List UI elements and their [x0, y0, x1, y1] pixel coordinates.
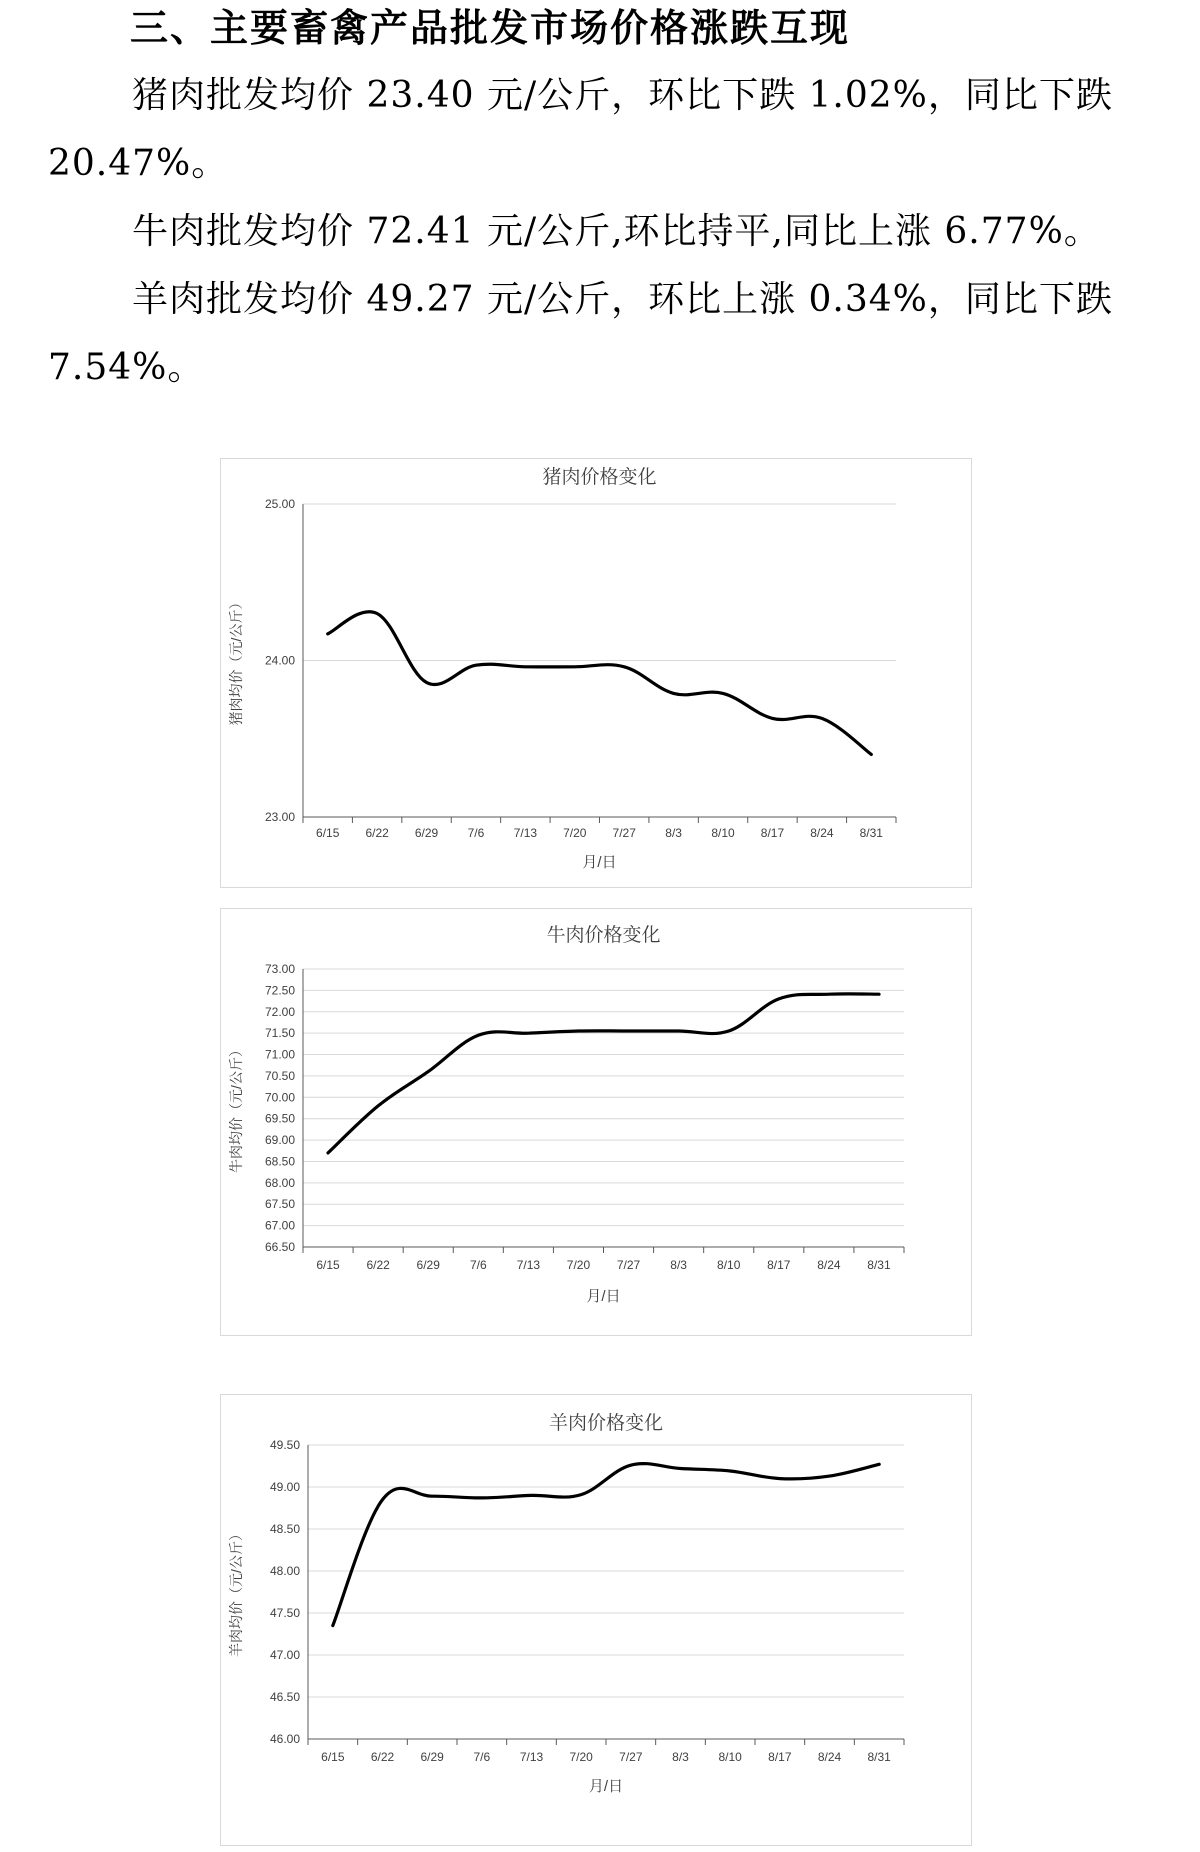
section-title: 三、主要畜禽产品批发市场价格涨跌互现 [130, 6, 851, 50]
y-tick-label: 69.00 [264, 1133, 295, 1148]
x-tick-label: 6/22 [370, 1750, 395, 1764]
x-tick-label: 8/31 [867, 1750, 891, 1764]
y-tick-label: 67.00 [264, 1218, 295, 1233]
y-tick-label: 66.50 [264, 1240, 295, 1254]
y-tick-label: 47.00 [269, 1648, 300, 1662]
x-tick-label: 7/27 [616, 1258, 641, 1272]
x-tick-label: 8/10 [711, 826, 735, 840]
x-tick-label: 7/27 [619, 1750, 643, 1764]
y-tick-label: 48.50 [269, 1522, 300, 1536]
mutton-price-paragraph: 羊肉批发均价 49.27 元/公斤，环比上涨 0.34%，同比下跌 7.54%。 [48, 279, 1113, 388]
y-axis-label: 猪肉均价（元/公斤） [228, 595, 244, 726]
x-tick-label: 7/13 [513, 826, 538, 840]
data-point [869, 752, 873, 756]
x-tick-label: 8/3 [670, 1258, 687, 1272]
y-tick-label: 25.00 [264, 497, 295, 511]
data-point [426, 1070, 430, 1074]
x-tick-label: 8/17 [768, 1750, 792, 1764]
x-axis-label: 月/日 [588, 1778, 624, 1795]
data-point [331, 1624, 335, 1628]
x-tick-label: 8/3 [672, 1750, 689, 1764]
pork-chart-svg [221, 459, 971, 887]
data-point [474, 663, 478, 667]
data-point [579, 1493, 583, 1497]
y-tick-label: 70.50 [264, 1068, 295, 1083]
data-point [877, 1462, 881, 1466]
chart-title: 牛肉价格变化 [546, 925, 661, 946]
x-tick-label: 7/13 [516, 1258, 541, 1272]
y-tick-label: 46.50 [269, 1690, 300, 1704]
data-point [679, 1467, 683, 1471]
x-axis-label: 月/日 [582, 854, 617, 871]
y-tick-label: 72.50 [264, 983, 295, 998]
data-point [476, 1033, 480, 1037]
x-tick-label: 7/13 [519, 1750, 544, 1764]
y-tick-label: 49.00 [269, 1480, 300, 1494]
x-tick-label: 8/17 [767, 1258, 791, 1272]
data-point [430, 1494, 434, 1498]
x-tick-label: 8/31 [867, 1258, 891, 1272]
y-tick-label: 48.00 [269, 1564, 300, 1578]
x-tick-label: 7/6 [467, 826, 485, 840]
x-tick-label: 7/27 [612, 826, 636, 840]
y-tick-label: 49.50 [269, 1438, 300, 1452]
data-point [770, 716, 774, 720]
x-tick-label: 8/3 [665, 826, 682, 840]
x-tick-label: 8/10 [718, 1750, 742, 1764]
data-point [375, 612, 379, 616]
x-tick-label: 6/22 [366, 1258, 390, 1272]
data-point [530, 1493, 534, 1497]
y-tick-label: 46.00 [269, 1732, 300, 1746]
y-tick-label: 67.50 [264, 1197, 295, 1212]
x-tick-label: 8/31 [859, 826, 883, 840]
x-tick-label: 7/6 [469, 1258, 487, 1272]
data-point [820, 716, 824, 720]
data-point [622, 665, 626, 669]
x-tick-label: 7/20 [566, 1258, 591, 1272]
price-series-line [328, 994, 879, 1153]
data-point [376, 1104, 380, 1108]
beef-price-chart [220, 908, 972, 1336]
data-point [425, 680, 429, 684]
x-tick-label: 7/20 [563, 826, 587, 840]
x-tick-label: 7/20 [569, 1750, 593, 1764]
data-point [326, 632, 330, 636]
x-axis-label: 月/日 [586, 1288, 621, 1305]
x-tick-label: 8/24 [817, 1750, 842, 1764]
data-point [828, 1474, 832, 1478]
beef-price-paragraph: 牛肉批发均价 72.41 元/公斤,环比持平,同比上涨 6.77%。 [132, 211, 1101, 252]
data-point [526, 1031, 530, 1035]
data-point [576, 1029, 580, 1033]
price-series-line [333, 1464, 879, 1626]
x-tick-label: 6/15 [316, 826, 340, 840]
data-point [326, 1151, 330, 1155]
data-point [480, 1496, 484, 1500]
pork-price-chart [220, 458, 972, 888]
x-tick-label: 8/17 [760, 826, 785, 840]
data-point [827, 992, 831, 996]
x-tick-label: 6/15 [321, 1750, 345, 1764]
pork-price-paragraph: 猪肉批发均价 23.40 元/公斤，环比下跌 1.02%，同比下跌 20.47%。 [48, 75, 1113, 184]
y-tick-label: 71.50 [264, 1026, 295, 1041]
x-tick-label: 6/15 [316, 1258, 340, 1272]
data-point [721, 691, 725, 695]
y-tick-label: 23.00 [264, 810, 295, 824]
data-point [523, 665, 527, 669]
chart-title: 羊肉价格变化 [548, 1413, 664, 1434]
y-axis-label: 牛肉均价（元/公斤） [228, 1043, 244, 1173]
data-point [877, 992, 881, 996]
data-point [728, 1469, 732, 1473]
y-tick-label: 71.00 [264, 1047, 295, 1062]
data-point [629, 1463, 633, 1467]
data-point [727, 1029, 731, 1033]
x-tick-label: 6/22 [365, 826, 389, 840]
mutton-price-chart [220, 1394, 972, 1846]
y-tick-label: 69.50 [264, 1111, 295, 1126]
data-point [677, 1029, 681, 1033]
y-axis-label: 羊肉均价（元/公斤） [228, 1527, 244, 1657]
x-tick-label: 8/24 [810, 826, 834, 840]
x-tick-label: 6/29 [416, 1258, 440, 1272]
mutton-chart-svg [221, 1395, 971, 1845]
data-point [672, 691, 676, 695]
y-tick-label: 68.00 [264, 1175, 295, 1190]
y-tick-label: 72.00 [264, 1004, 295, 1019]
y-tick-label: 73.00 [264, 962, 295, 976]
x-tick-label: 6/29 [414, 826, 439, 840]
data-point [573, 665, 577, 669]
data-point [777, 997, 781, 1001]
y-tick-label: 68.50 [264, 1154, 295, 1169]
data-point [381, 1498, 385, 1502]
y-tick-label: 24.00 [264, 653, 295, 668]
price-series-line [328, 612, 872, 755]
x-tick-label: 8/10 [717, 1258, 741, 1272]
x-tick-label: 7/6 [473, 1750, 491, 1764]
y-tick-label: 70.00 [264, 1090, 295, 1105]
x-tick-label: 8/24 [817, 1258, 841, 1272]
beef-chart-svg [221, 909, 971, 1335]
x-tick-label: 6/29 [420, 1750, 444, 1764]
data-point [627, 1029, 631, 1033]
chart-title: 猪肉价格变化 [542, 467, 657, 488]
y-tick-label: 47.50 [269, 1606, 300, 1620]
data-point [778, 1477, 782, 1481]
